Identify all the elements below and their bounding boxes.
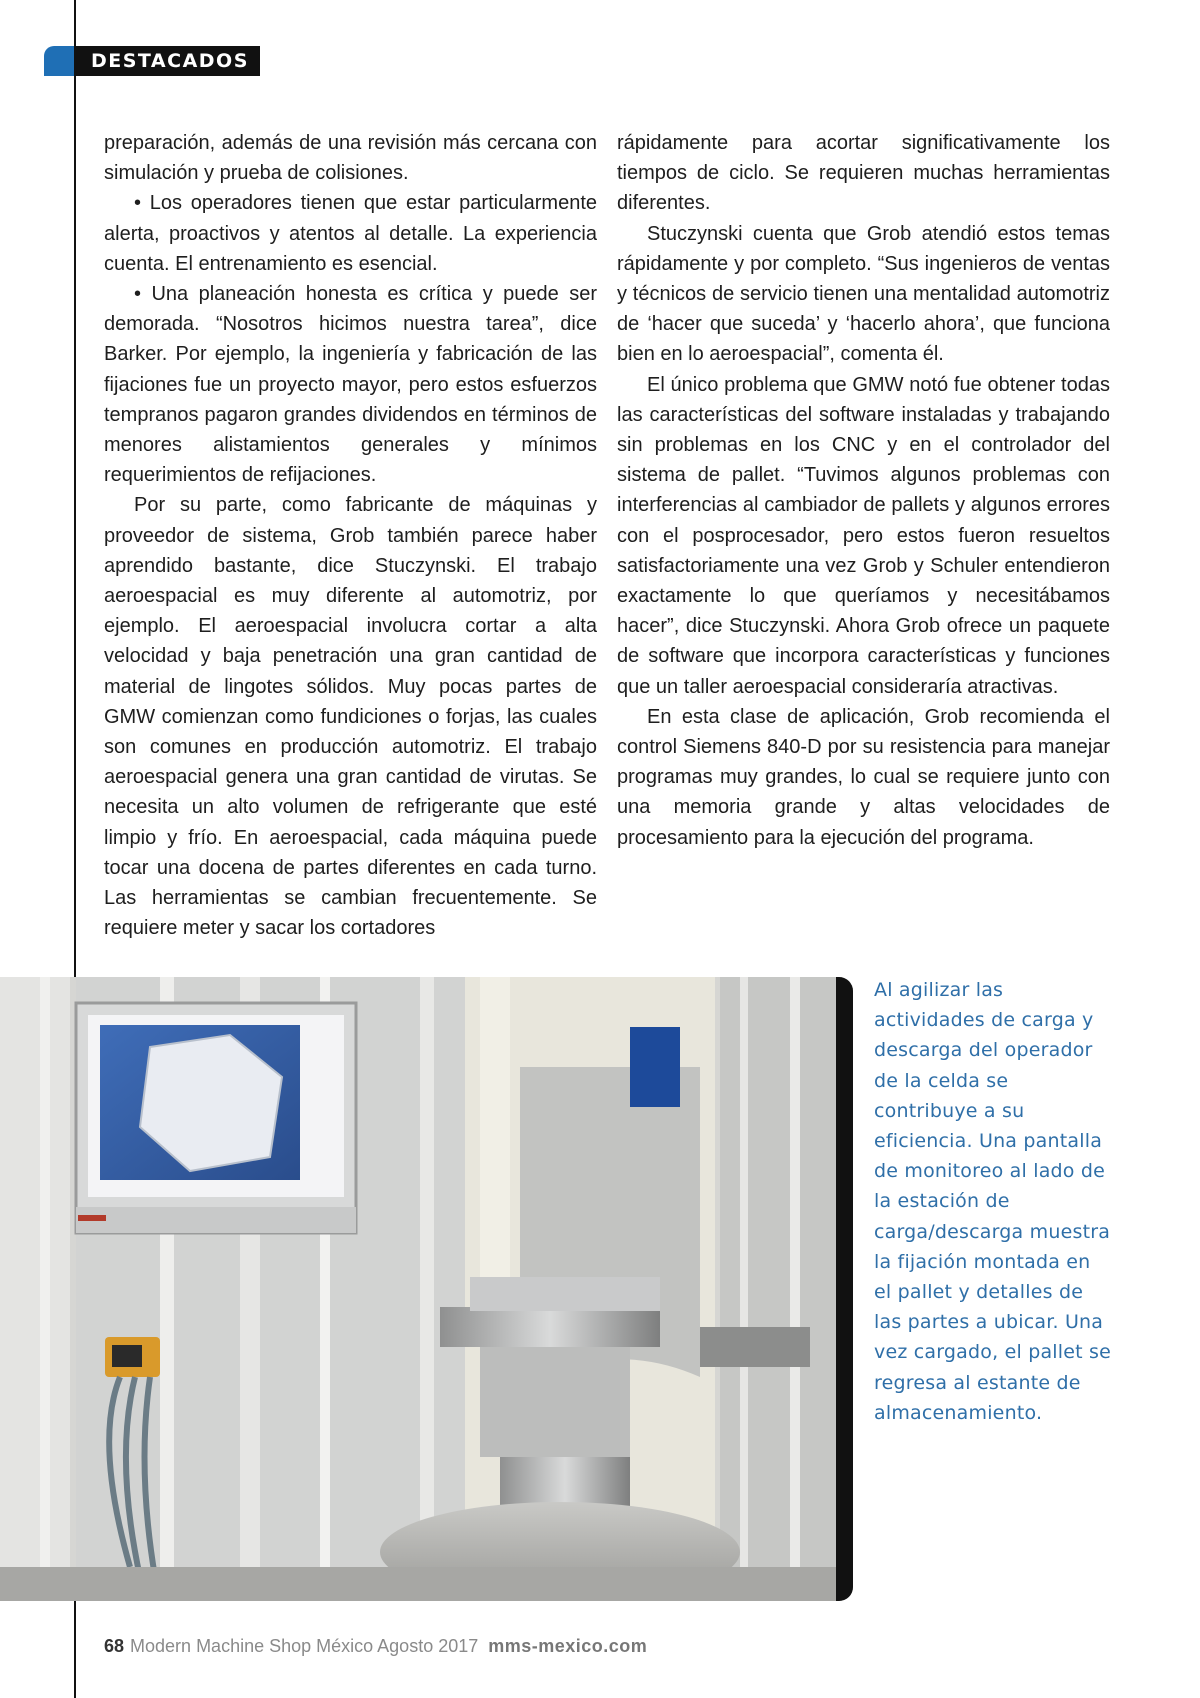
website-link[interactable]: mms-mexico.com (488, 1636, 648, 1656)
loading-station-photo (0, 977, 853, 1601)
photo-caption: Al agilizar las actividades de carga y descarga del operador de la celda se contribuye a su eficiencia. Una pantalla de monitoreo al lado de la estación de carga/descarga muestra la fijación montada en el pallet y detalles de las partes a ubicar. Una vez cargado, el pallet se regresa al estante de almacenamiento. (874, 979, 1112, 1424)
article-column-left (104, 128, 597, 943)
article-column-right (617, 128, 1110, 853)
paragraph: El único problema que GMW notó fue obtener todas las características del software instaladas y trabajando sin problemas en los CNC y en el controlador del sistema de pallet. “Tuvimos algunos problemas con interferencias al cambiador de pallets y algunos errores con el posprocesador, pero estos fueron resueltos satisfactoriamente una vez Grob y Schuler entendieron exactamente lo que queríamos y necesitábamos hacer”, dice Stuczynski. Ahora Grob ofrece un paquete de software que incorpora características y funciones que un taller aeroespacial consideraría atractivas. (617, 373, 1110, 698)
paragraph: • Los operadores tienen que estar particularmente alerta, proactivos y atentos al detalle. La experiencia cuenta. El entrenamiento es esencial. (104, 192, 597, 275)
page-footer (104, 1636, 647, 1657)
paragraph: En esta clase de aplicación, Grob recomienda el control Siemens 840-D por su resistencia para manejar programas muy grandes, lo cual se requiere junto con una memoria grande y altas velocidades de procesamiento para la ejecución del programa. (617, 705, 1110, 849)
paragraph: Stuczynski cuenta que Grob atendió estos temas rápidamente y por completo. “Sus ingenieros de ventas y técnicos de servicio tienen una mentalidad automotriz de ‘hacer que suceda’ y ‘hacerlo ahora’, que funciona bien en lo aeroespacial”, comenta él. (617, 222, 1110, 366)
paragraph: rápidamente para acortar significativamente los tiempos de ciclo. Se requieren muchas herramientas diferentes. (617, 132, 1110, 215)
section-label: DESTACADOS (91, 50, 249, 72)
publication-name: Modern Machine Shop México Agosto 2017 (130, 1636, 479, 1656)
paragraph: preparación, además de una revisión más cercana con simulación y prueba de colisiones. (104, 132, 597, 185)
paragraph: • Una planeación honesta es crítica y puede ser demorada. “Nosotros hicimos nuestra tarea”, dice Barker. Por ejemplo, la ingeniería y fabricación de las fijaciones fue un proyecto mayor, pero estos esfuerzos tempranos pagaron grandes dividendos en términos de menores alistamientos generales y mínimos requerimientos de refijaciones. (104, 283, 597, 487)
paragraph: Por su parte, como fabricante de máquinas y proveedor de sistema, Grob también parece haber aprendido bastante, dice Stuczynski. El trabajo aeroespacial es muy diferente al automotriz, por ejemplo. El aeroespacial involucra cortar a alta velocidad y baja penetración una gran cantidad de material de lingotes sólidos. Muy pocas partes de GMW comienzan como fundiciones o forjas, las cuales son comunes en producción automotriz. El trabajo aeroespacial genera una gran cantidad de virutas. Se necesita un alto volumen de refrigerante que esté limpio y frío. En aeroespacial, cada máquina puede tocar una docena de partes diferentes en cada turno. Las herramientas se cambian frecuentemente. Se requiere meter y sacar los cortadores (104, 494, 597, 940)
section-header (44, 46, 260, 76)
page-number: 68 (104, 1636, 125, 1656)
